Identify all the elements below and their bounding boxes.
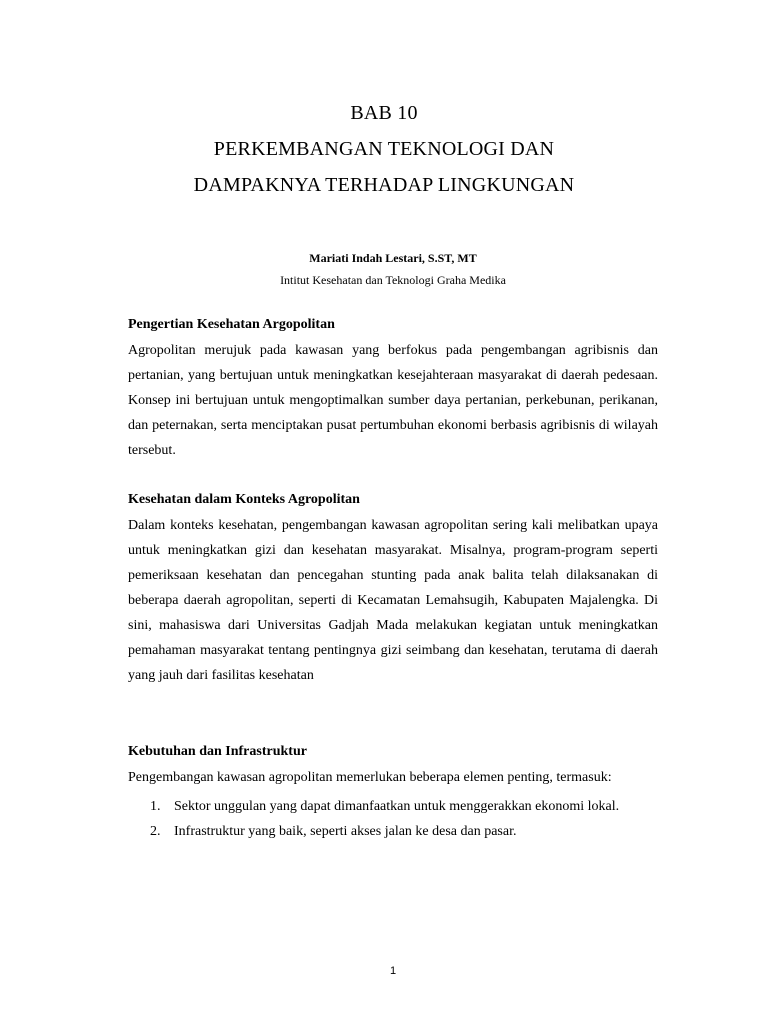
chapter-title (0, 103, 768, 195)
list-item-text: Sektor unggulan yang dapat dimanfaatkan untuk menggerakkan ekonomi lokal. (174, 799, 620, 814)
section-heading: Kesehatan dalam Konteks Agropolitan (128, 492, 360, 507)
list-item-text: Infrastruktur yang baik, seperti akses jalan ke desa dan pasar. (174, 824, 517, 839)
chapter-number: BAB 10 (350, 102, 418, 124)
chapter-title-line-1: PERKEMBANGAN TEKNOLOGI DAN (213, 138, 555, 160)
chapter-title-line-2: DAMPAKNYA TERHADAP LINGKUNGAN (193, 174, 575, 196)
section-paragraph: Dalam konteks kesehatan, pengembangan kawasan agropolitan sering kali melibatkan upaya untuk meningkatkan gizi dan kesehatan masyarakat. Misalnya, program-program seperti pemeriksaan kesehatan dan pencegahan stunting pada anak balita telah dilaksanakan di beberapa daerah agropolitan, seperti di Kecamatan Lemahsugih, Kabupaten Majalengka. Di sini, mahasiswa dari Universitas Gadjah Mada melakukan kegiatan untuk meningkatkan pemahaman masyarakat tentang pentingnya gizi seimbang dan kesehatan, terutama di daerah yang jauh dari fasilitas kesehatan (128, 518, 658, 683)
list-item (150, 819, 658, 844)
section-paragraph: Pengembangan kawasan agropolitan memerlukan beberapa elemen penting, termasuk: (128, 770, 612, 785)
list-item-number: 2. (150, 824, 161, 839)
author-affiliation: Intitut Kesehatan dan Teknologi Graha Medika (280, 273, 506, 287)
author-name: Mariati Indah Lestari, S.ST, MT (309, 251, 477, 265)
section-kesehatan (128, 491, 658, 688)
section-kebutuhan (128, 743, 658, 844)
section-heading: Kebutuhan dan Infrastruktur (128, 744, 307, 759)
section-pengertian (128, 316, 658, 463)
list-item-number: 1. (150, 799, 161, 814)
page-number: 1 (389, 965, 397, 977)
section-paragraph: Agropolitan merujuk pada kawasan yang berfokus pada pengembangan agribisnis dan pertanian, yang bertujuan untuk meningkatkan kesejahteraan masyarakat di daerah pedesaan. Konsep ini bertujuan untuk mengoptimalkan sumber daya pertanian, perkebunan, perikanan, dan peternakan, serta menciptakan pusat pertumbuhan ekonomi berbasis agribisnis di wilayah tersebut. (128, 343, 658, 458)
requirements-list (128, 794, 658, 844)
section-heading: Pengertian Kesehatan Argopolitan (128, 317, 335, 332)
list-item (150, 794, 658, 819)
author-block (0, 251, 768, 287)
